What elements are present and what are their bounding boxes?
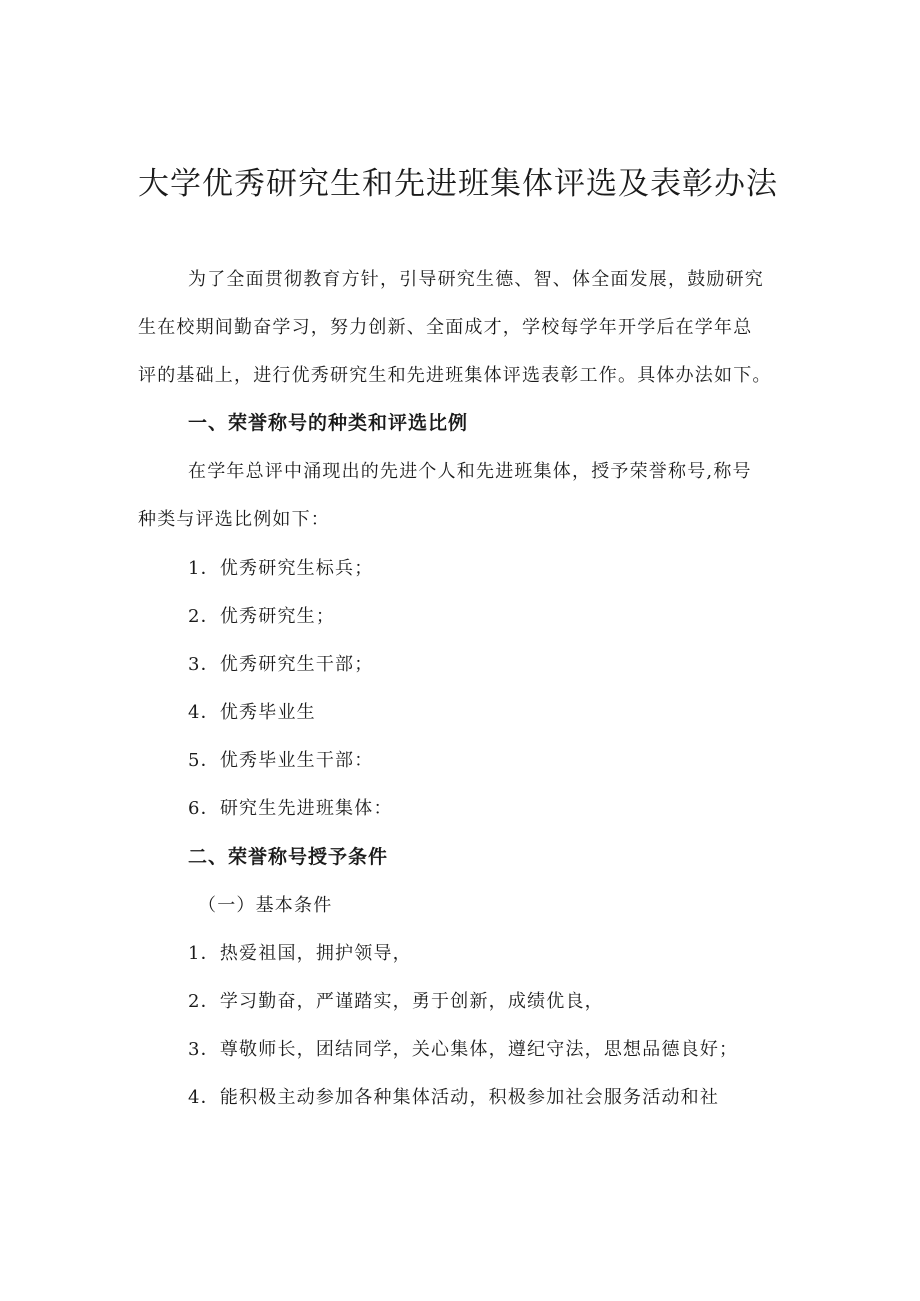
section-2-heading: 二、荣誉称号授予条件: [188, 846, 389, 868]
document-title: 大学优秀研究生和先进班集体评选及表彰办法: [138, 166, 778, 202]
section-1-paragraph-line-2: 种类与评选比例如下：: [138, 509, 330, 530]
section-1-heading: 一、荣誉称号的种类和评选比例: [188, 412, 469, 434]
section-1-paragraph-line-1: 在学年总评中涌现出的先进个人和先进班集体，授予荣誉称号,称号: [188, 461, 752, 482]
list-item: 2．学习勤奋，严谨踏实，勇于创新，成绩优良，: [188, 991, 604, 1012]
list-item: 1．优秀研究生标兵；: [188, 558, 374, 579]
list-item: 4．能积极主动参加各种集体活动，积极参加社会服务活动和社: [188, 1087, 720, 1108]
list-item: 1．热爱祖国，拥护领导，: [188, 943, 412, 964]
list-item: 3．尊敬师长，团结同学，关心集体，遵纪守法，思想品德良好；: [188, 1039, 739, 1060]
intro-line-1: 为了全面贯彻教育方针，引导研究生德、智、体全面发展，鼓励研究: [188, 269, 764, 290]
section-2-subheading: （一）基本条件: [198, 895, 333, 916]
intro-line-3: 评的基础上，进行优秀研究生和先进班集体评选表彰工作。具体办法如下。: [138, 365, 772, 386]
list-item: 5．优秀毕业生干部：: [188, 750, 374, 771]
list-item: 6．研究生先进班集体：: [188, 798, 393, 819]
intro-line-2: 生在校期间勤奋学习，努力创新、全面成才，学校每学年开学后在学年总: [138, 317, 753, 338]
list-item: 3．优秀研究生干部；: [188, 654, 374, 675]
list-item: 2．优秀研究生；: [188, 606, 336, 627]
list-item: 4．优秀毕业生: [188, 702, 316, 723]
